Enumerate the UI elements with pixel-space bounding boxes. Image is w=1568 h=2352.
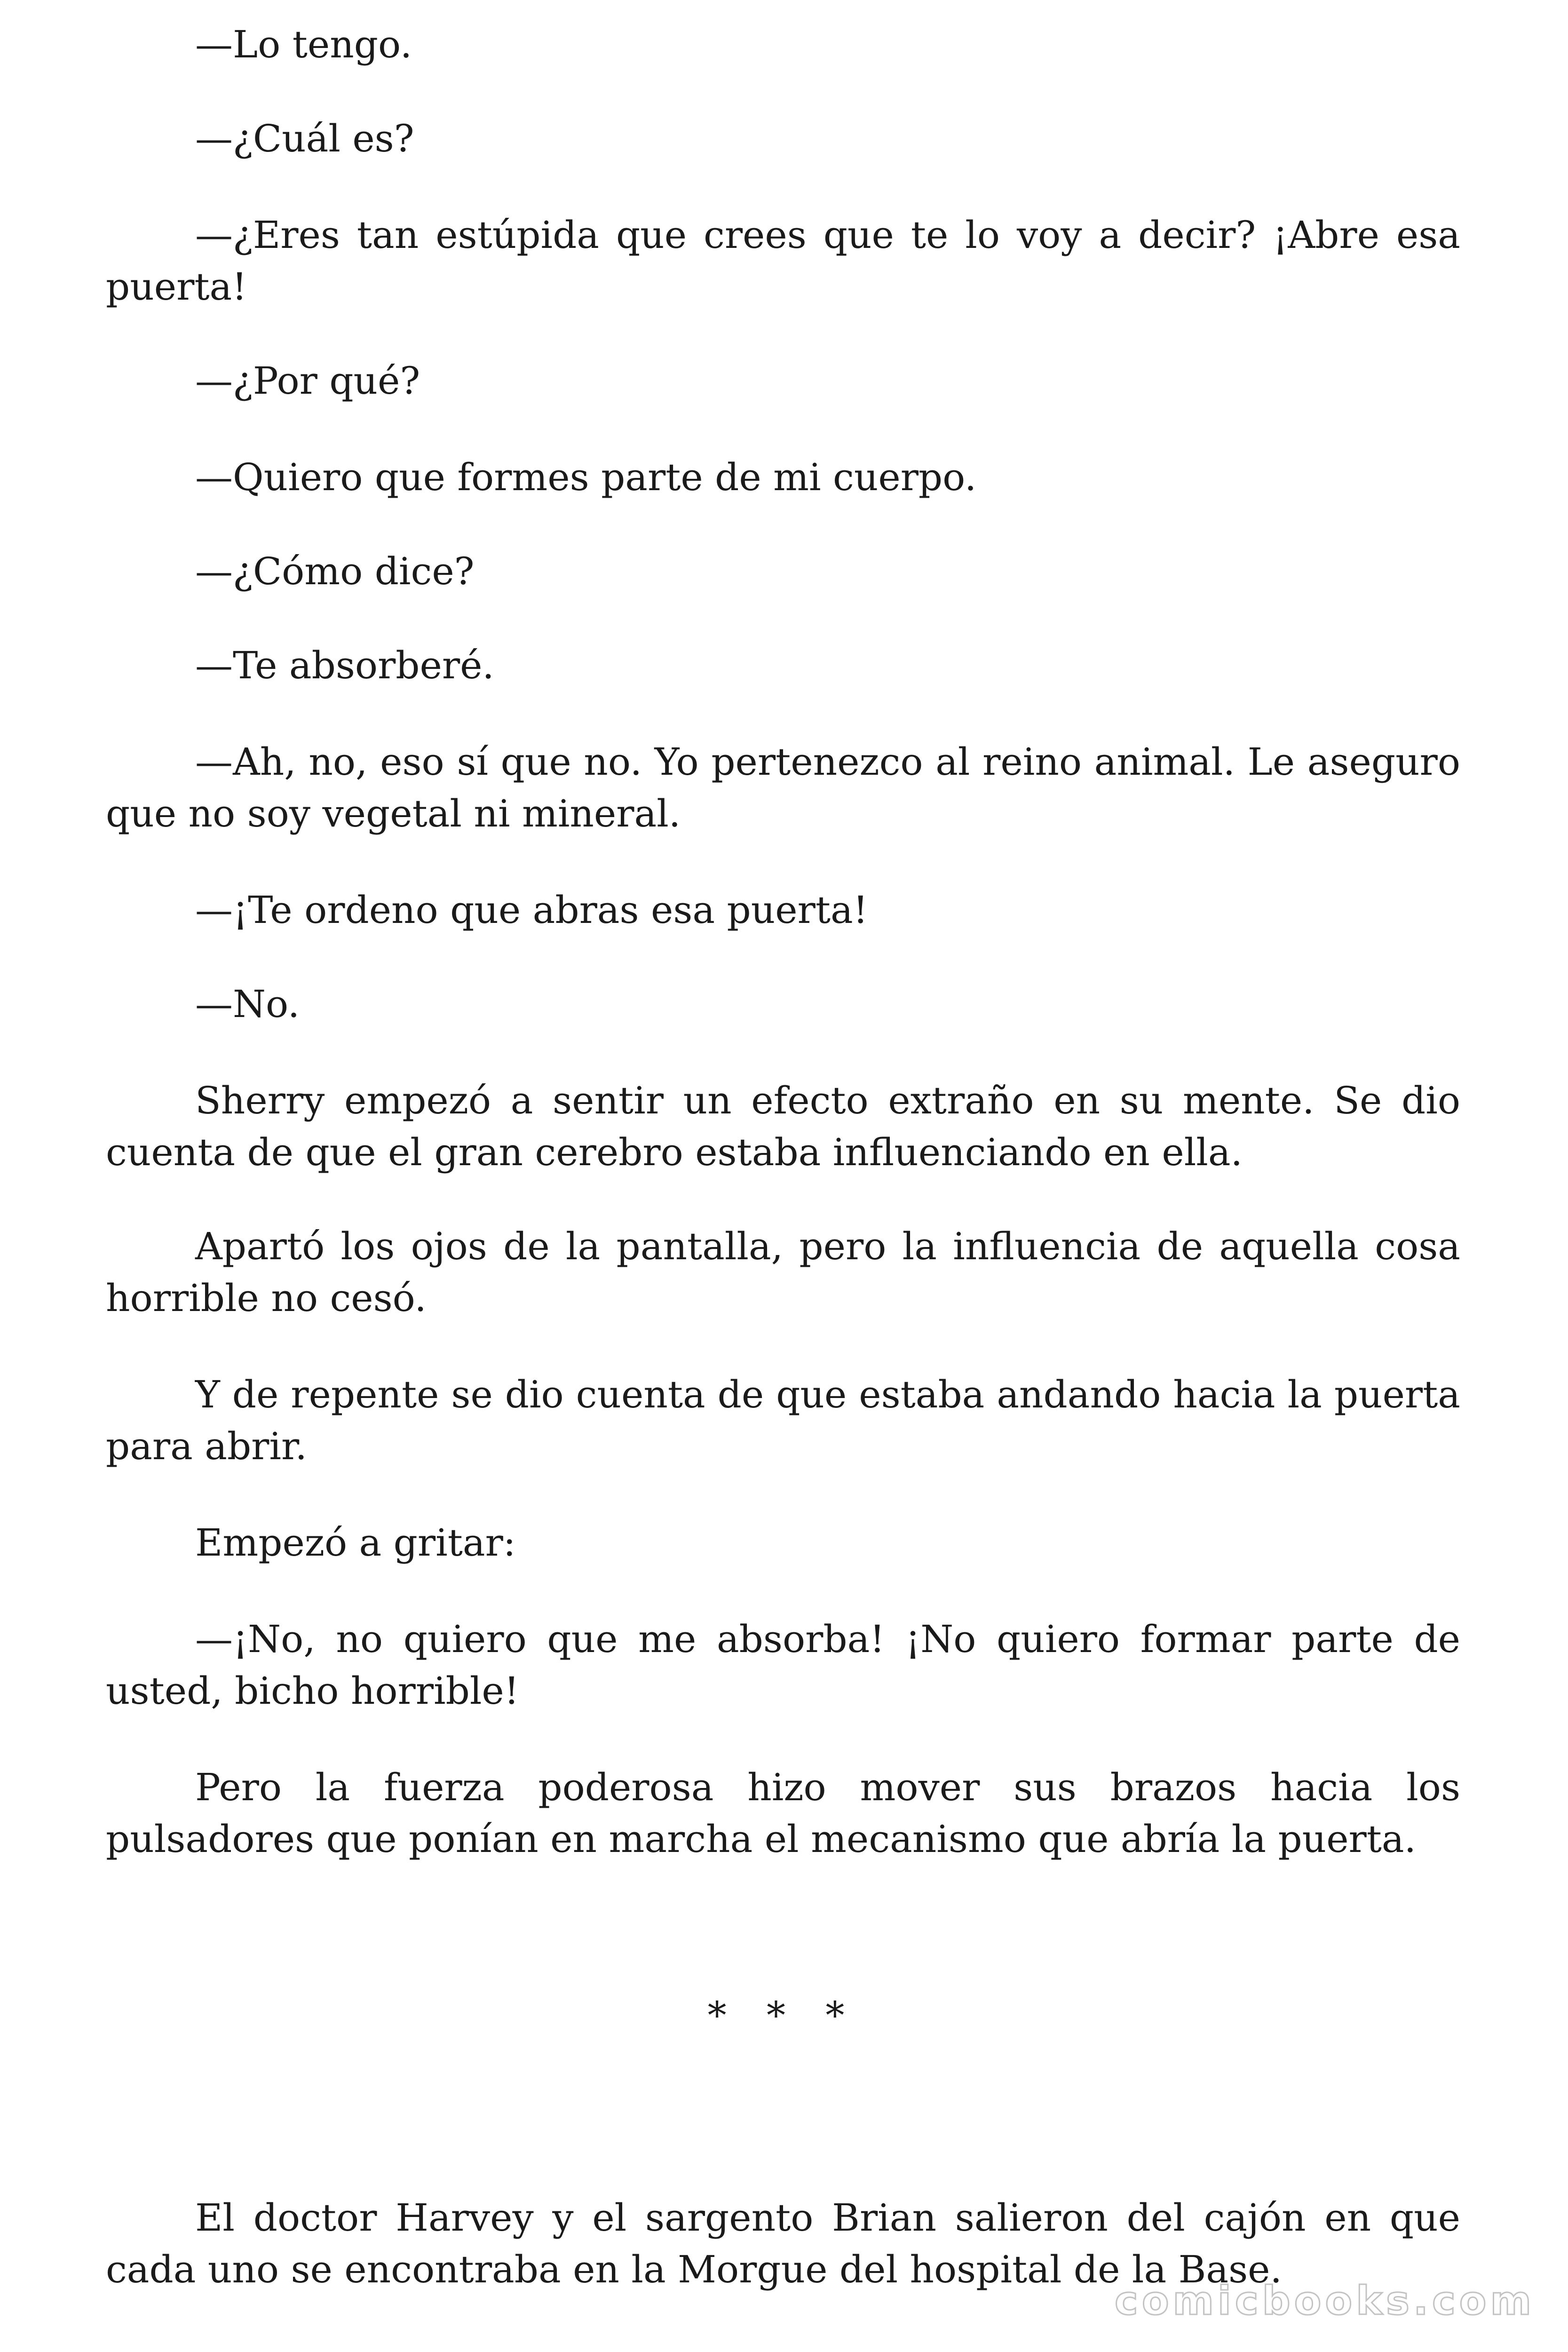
paragraph: —Lo tengo.	[195, 23, 412, 66]
paragraph: —Te absorberé.	[195, 644, 494, 687]
paragraph: —¡Te ordeno que abras esa puerta!	[195, 888, 868, 932]
watermark: comicbooks.com	[1115, 2278, 1535, 2324]
document-page	[106, 0, 1460, 2352]
paragraph: Pero la fuerza poderosa hizo mover sus brazos hacia los pulsadores que ponían en marcha el mecanismo que abría la puerta.	[106, 1765, 1460, 1861]
paragraph: Y de repente se dio cuenta de que estaba andando hacia la puerta para abrir.	[106, 1373, 1460, 1468]
paragraph: —¿Por qué?	[195, 359, 420, 403]
paragraph: —Quiero que formes parte de mi cuerpo.	[195, 455, 977, 499]
paragraph: —¿Eres tan estúpida que crees que te lo voy a decir? ¡Abre esa puerta!	[106, 213, 1460, 309]
paragraph: —No.	[195, 982, 300, 1026]
paragraph: Apartó los ojos de la pantalla, pero la influencia de aquella cosa horrible no cesó.	[106, 1224, 1460, 1320]
paragraph: —¡No, no quiero que me absorba! ¡No quiero formar parte de usted, bicho horrible!	[106, 1617, 1460, 1713]
scene-break: * * *	[707, 1994, 859, 2037]
paragraph: Sherry empezó a sentir un efecto extraño en su mente. Se dio cuenta de que el gran cerebro estaba influenciando en ella.	[106, 1079, 1460, 1174]
paragraph: El doctor Harvey y el sargento Brian salieron del cajón en que cada uno se encontraba en la Morgue del hospital de la Base.	[106, 2196, 1460, 2291]
paragraph: —¿Cuál es?	[195, 117, 414, 160]
paragraph: —¿Cómo dice?	[195, 549, 475, 593]
paragraph: Empezó a gritar:	[195, 1521, 516, 1565]
paragraph: —Ah, no, eso sí que no. Yo pertenezco al reino animal. Le aseguro que no soy vegetal ni mineral.	[106, 740, 1460, 835]
